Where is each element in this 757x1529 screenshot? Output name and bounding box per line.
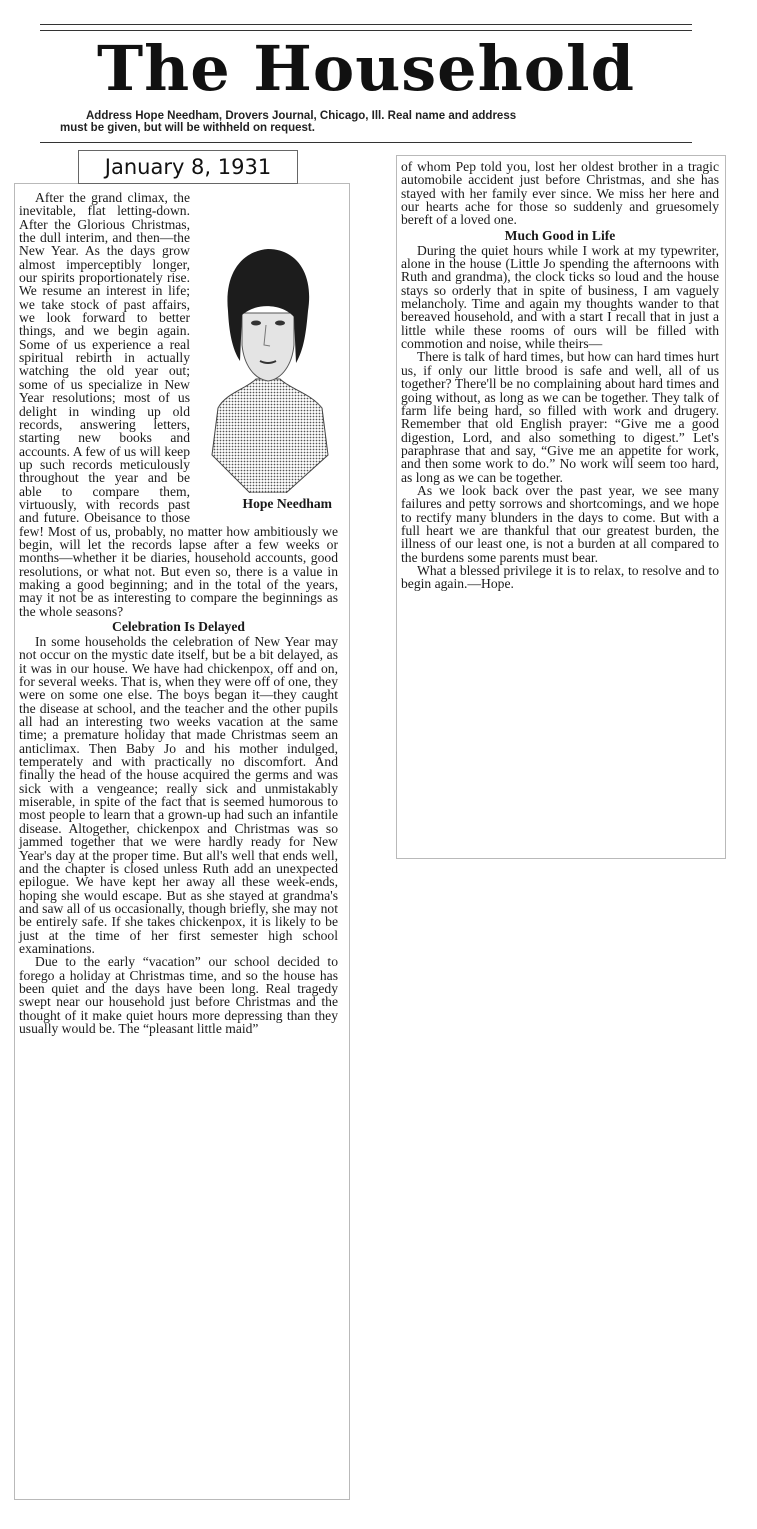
portrait-caption: Hope Needham [242, 496, 332, 511]
left-column [19, 191, 338, 1035]
left-paragraph-1: After the grand climax, the inevitable, flat letting-down. After the Glorious Christmas, the dull interim, and then—the New Year. As the days grow almost imperceptibly longer, our spirits proportionately rise. We resume an interest in life; we take stock of past affairs, we look forward to better things, and we begin again. Some of us experience a real spiritual rebirth in actually watching the old year out; some of us specialize in New Year resolutions; most of us delight in winding up old records, answering letters, starting new books and accounts. A few of us will keep up such records meticulously throughout the year and be able to compare them, virtuously, with records past and future. Obeisance to those few! Most of us, probably, no matter how ambitiously we begin, will let the records lapse after a few weeks or months—whether it be diaries, household accounts, good resolutions, or what not. But even so, there is a value in making a good beginning; and in the total of the years, may it not be as interesting to compare the beginnings as the whole seasons? [19, 190, 338, 619]
address-line-2: must be given, but will be withheld on request. [60, 122, 315, 134]
right-paragraph-3: There is talk of hard times, but how can hard times hurt us, if only our little brood is safe and well, all of us together? There'll be no complaining about hard times and going without, as long as we can be together. They talk of farm life being hard, so filled with work and drugery. Remember that old English prayer: “Give me a good digestion, Lord, and also something to digest.” Let's paraphrase that and say, “Give me an appetite for work, and then some work to do.” No work will seem too hard, as long as we can be together. [401, 349, 720, 485]
right-paragraph-4: As we look back over the past year, we see many failures and petty sorrows and shortcomings, and we hope to rectify many blunders in the days to come. But with a full heart we are thankful that our greatest burden, the illness of our least one, is not a burden at all compared to the burdens some parents must bear. [401, 482, 719, 565]
left-paragraph-3: Due to the early “vacation” our school decided to forego a holiday at Christmas time, and so the house has been quiet and the days have been long. Real tragedy swept near our household just before Christmas and the thought of it make quiet hours more depressing than they usually would be. The “pleasant little maid” [19, 954, 338, 1036]
address-line-1: Address Hope Needham, Drovers Journal, Chicago, Ill. Real name and address [86, 110, 517, 122]
address-note [60, 110, 685, 134]
right-paragraph-5: What a blessed privilege it is to relax, to resolve and to begin again.—Hope. [401, 562, 719, 592]
portrait-image [198, 193, 338, 493]
subheading-celebration: Celebration Is Delayed [112, 619, 245, 634]
right-paragraph-1: of whom Pep told you, lost her oldest brother in a tragic automobile accident just before Christmas, and she has stayed with her family ever since. We miss her here and our hearts ache for those so suddenly and gruesomely bereft of a loved one. [401, 159, 719, 228]
subheading-much-good: Much Good in Life [504, 227, 616, 243]
top-rule [40, 24, 692, 25]
top-rule-inner [40, 30, 692, 31]
date-stamp: January 8, 1931 [78, 150, 298, 184]
author-portrait [198, 193, 338, 515]
right-paragraph-2: During the quiet hours while I work at my typewriter, alone in the house (Little Jo spending the afternoons with Ruth and grandma), the clock ticks so loud and the house stays so orderly that in spite of business, I am vaguely melancholy. Time and again my thoughts wander to that bereaved household, and with a start I recall that in just a little while these rooms of ours will be filled with commotion and noise, while theirs— [401, 242, 719, 352]
section-title: The Household [97, 32, 635, 105]
left-paragraph-2: In some households the celebration of New Year may not occur on the mystic date itself, but be a bit delayed, as it was in our house. We have had chickenpox, off and on, for several weeks. That is, when they were off of one, they were on some one else. The boys began it—they caught the disease at school, and the teacher and the other pupils all had an interesting two weeks vacation at the same time; a premature holiday that made Christmas seem an anticlimax. Then Baby Jo and his mother indulged, temperately and with practically no discomfort. And finally the head of the house acquired the germs and was sick with a vengeance; really sick and unmistakably miserable, in spite of the fact that is seemed humorous to most people to learn that a grown-up had such an infantile disease. Altogether, chickenpox and Christmas was so jammed together that we were hardly ready for New Year's day at the proper time. But all's well that ends well, and the chapter is closed unless Ruth add an unexpected epilogue. We have kept her away all these week-ends, hoping she would escape. But as she stayed at grandma's and saw all of us occasionally, though briefly, she may not be entirely safe. If she takes chickenpox, it is likely to be just at the time of her first semester high school examinations. [19, 634, 338, 956]
right-column [401, 160, 719, 591]
header-bottom-rule [40, 142, 692, 143]
